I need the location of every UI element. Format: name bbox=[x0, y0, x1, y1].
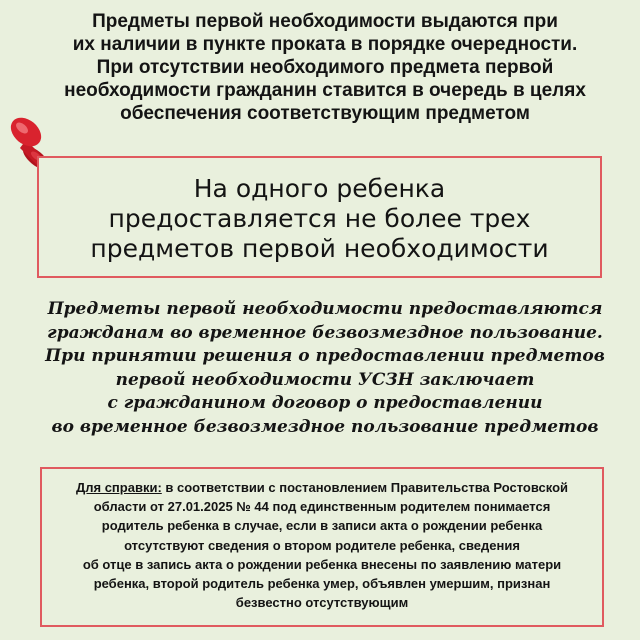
reference-first-line bbox=[42, 478, 602, 497]
reference-box bbox=[40, 467, 604, 627]
reference-line: безвестно отсутствующим bbox=[235, 595, 409, 611]
reference-line: отсутствуют сведения о втором родителе ребенка, сведения bbox=[124, 537, 520, 553]
usage-line: с гражданином договор о предоставлении bbox=[107, 393, 543, 413]
reference-line: об отце в запись акта о рождении ребенка внесены по заявлению матери bbox=[82, 556, 562, 572]
limit-line: предметов первой необходимости bbox=[90, 234, 549, 263]
intro-text bbox=[40, 10, 610, 125]
reference-line: ребенка, второй родитель ребенка умер, объявлен умершим, признан bbox=[93, 576, 551, 592]
limit-line: предоставляется не более трех bbox=[108, 204, 531, 233]
intro-line: необходимости гражданин ставится в очередь в целях bbox=[64, 80, 586, 101]
usage-line: первой необходимости УСЗН заключает bbox=[115, 369, 535, 390]
reference-label: Для справки: bbox=[75, 480, 162, 495]
limit-line: На одного ребенка bbox=[193, 174, 446, 203]
intro-line: Предметы первой необходимости выдаются при bbox=[92, 11, 558, 32]
usage-terms-text bbox=[40, 298, 610, 439]
intro-line: обеспечения соответствующим предметом bbox=[120, 103, 530, 124]
usage-line: Предметы первой необходимости предоставляются bbox=[47, 299, 603, 319]
intro-line: При отсутствии необходимого предмета первой bbox=[96, 57, 554, 78]
reference-line: родитель ребенка в случае, если в записи акта о рождении ребенка bbox=[101, 518, 543, 534]
reference-line: области от 27.01.2025 № 44 под единственным родителем понимается bbox=[93, 499, 551, 515]
usage-line: При принятии решения о предоставлении предметов bbox=[45, 346, 605, 366]
usage-line: гражданам во временное безвозмездное пользование. bbox=[47, 322, 603, 343]
intro-line: их наличии в пункте проката в порядке очередности. bbox=[72, 34, 578, 55]
usage-line: во временное безвозмездное пользование предметов bbox=[51, 416, 599, 437]
limit-notice-box bbox=[37, 156, 602, 278]
reference-first-line-text: в соответствии с постановлением Правительства Ростовской bbox=[161, 480, 569, 495]
